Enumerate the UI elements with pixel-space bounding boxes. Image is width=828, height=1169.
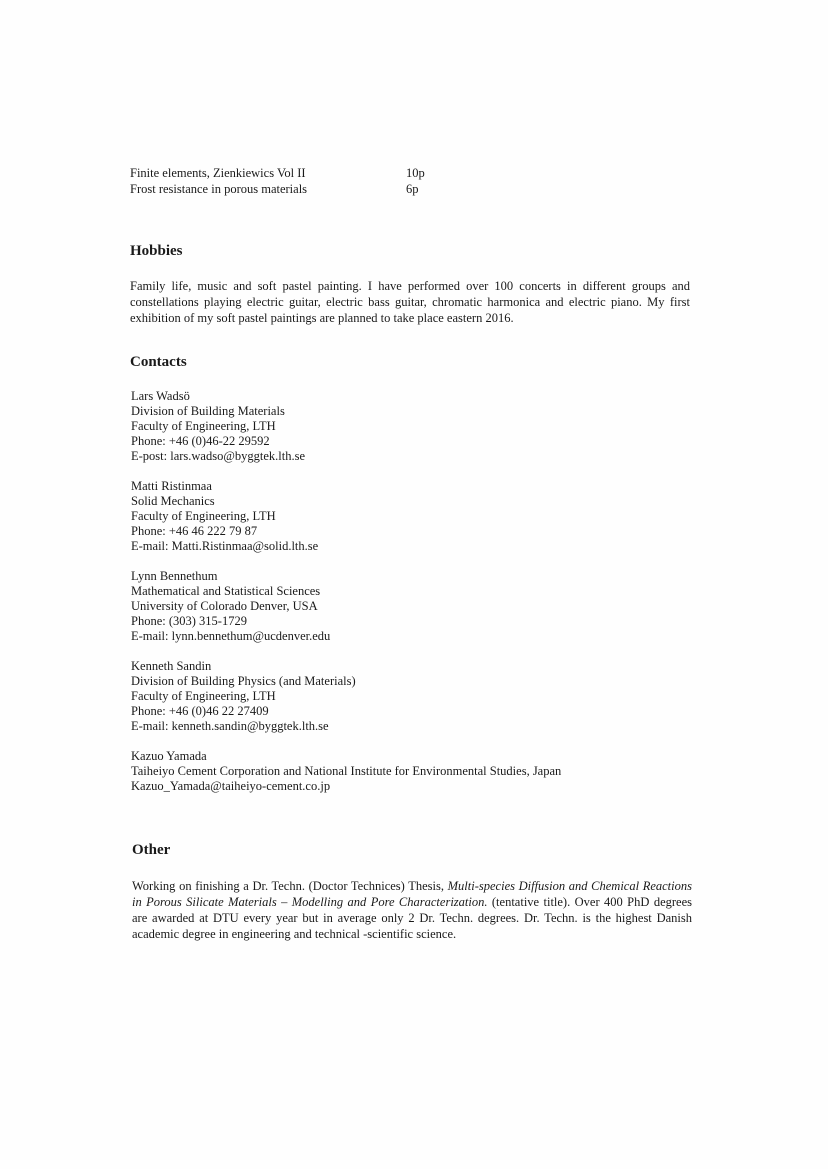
contact-name: Matti Ristinmaa — [131, 479, 212, 493]
hobbies-text: Family life, music and soft pastel painting. I have performed over 100 concerts in different groups and constellations playing electric guitar, electric bass guitar, chromatic harmonica and electric piano. My first exhibition of my soft pastel paintings are planned to take place eastern 2016. — [130, 279, 690, 325]
contact-email: E-mail: Matti.Ristinmaa@solid.lth.se — [131, 539, 319, 553]
other-text-after: (tentative title). Over 400 PhD degrees are awarded at DTU every year but in average only 2 Dr. Techn. degrees. Dr. Techn. is the highest Danish academic degree in engineering and technical -scientific science. — [132, 895, 692, 941]
course-credits: 10p — [406, 166, 425, 180]
contact-phone: Phone: (303) 315-1729 — [131, 614, 247, 628]
contact-line: Faculty of Engineering, LTH — [131, 419, 276, 433]
other-heading: Other — [132, 842, 171, 858]
course-row — [130, 181, 690, 197]
thesis-title: Multi-species Diffusion and Chemical Reactions in Porous Silicate Materials – Modelling and Pore Characterization. — [132, 879, 692, 909]
course-name: Finite elements, Zienkiewics Vol II — [130, 166, 306, 180]
contact-block — [131, 479, 691, 554]
contact-line: Mathematical and Statistical Sciences — [131, 584, 321, 598]
contact-line: Faculty of Engineering, LTH — [131, 689, 276, 703]
course-credits: 6p — [406, 182, 419, 196]
course-list — [130, 165, 690, 197]
contact-email: E-mail: lynn.bennethum@ucdenver.edu — [131, 629, 331, 643]
contact-line: Solid Mechanics — [131, 494, 215, 508]
contact-phone: Phone: +46 46 222 79 87 — [131, 524, 258, 538]
contact-name: Lars Wadsö — [131, 389, 190, 403]
course-row — [130, 165, 690, 181]
other-text-before: Working on finishing a Dr. Techn. (Doctor Technices) Thesis, — [132, 879, 448, 893]
contact-line: Taiheiyo Cement Corporation and National Institute for Environmental Studies, Japan — [131, 764, 562, 778]
course-name: Frost resistance in porous materials — [130, 182, 308, 196]
contacts-list — [131, 389, 691, 809]
contact-name: Kenneth Sandin — [131, 659, 212, 673]
contact-line: Division of Building Materials — [131, 404, 285, 418]
contact-email: Kazuo_Yamada@taiheiyo-cement.co.jp — [131, 779, 331, 793]
contact-line: University of Colorado Denver, USA — [131, 599, 318, 613]
contact-block — [131, 569, 691, 644]
contact-phone: Phone: +46 (0)46 22 27409 — [131, 704, 269, 718]
contact-block — [131, 389, 691, 464]
contact-name: Kazuo Yamada — [131, 749, 207, 763]
contact-line: Faculty of Engineering, LTH — [131, 509, 276, 523]
hobbies-heading: Hobbies — [130, 243, 183, 259]
other-text — [132, 878, 692, 942]
contact-phone: Phone: +46 (0)46-22 29592 — [131, 434, 270, 448]
contact-email: E-mail: kenneth.sandin@byggtek.lth.se — [131, 719, 329, 733]
contact-line: Division of Building Physics (and Materials) — [131, 674, 356, 688]
contact-name: Lynn Bennethum — [131, 569, 218, 583]
contact-block — [131, 749, 691, 794]
contacts-heading: Contacts — [130, 354, 187, 370]
contact-email: E-post: lars.wadso@byggtek.lth.se — [131, 449, 305, 463]
contact-block — [131, 659, 691, 734]
